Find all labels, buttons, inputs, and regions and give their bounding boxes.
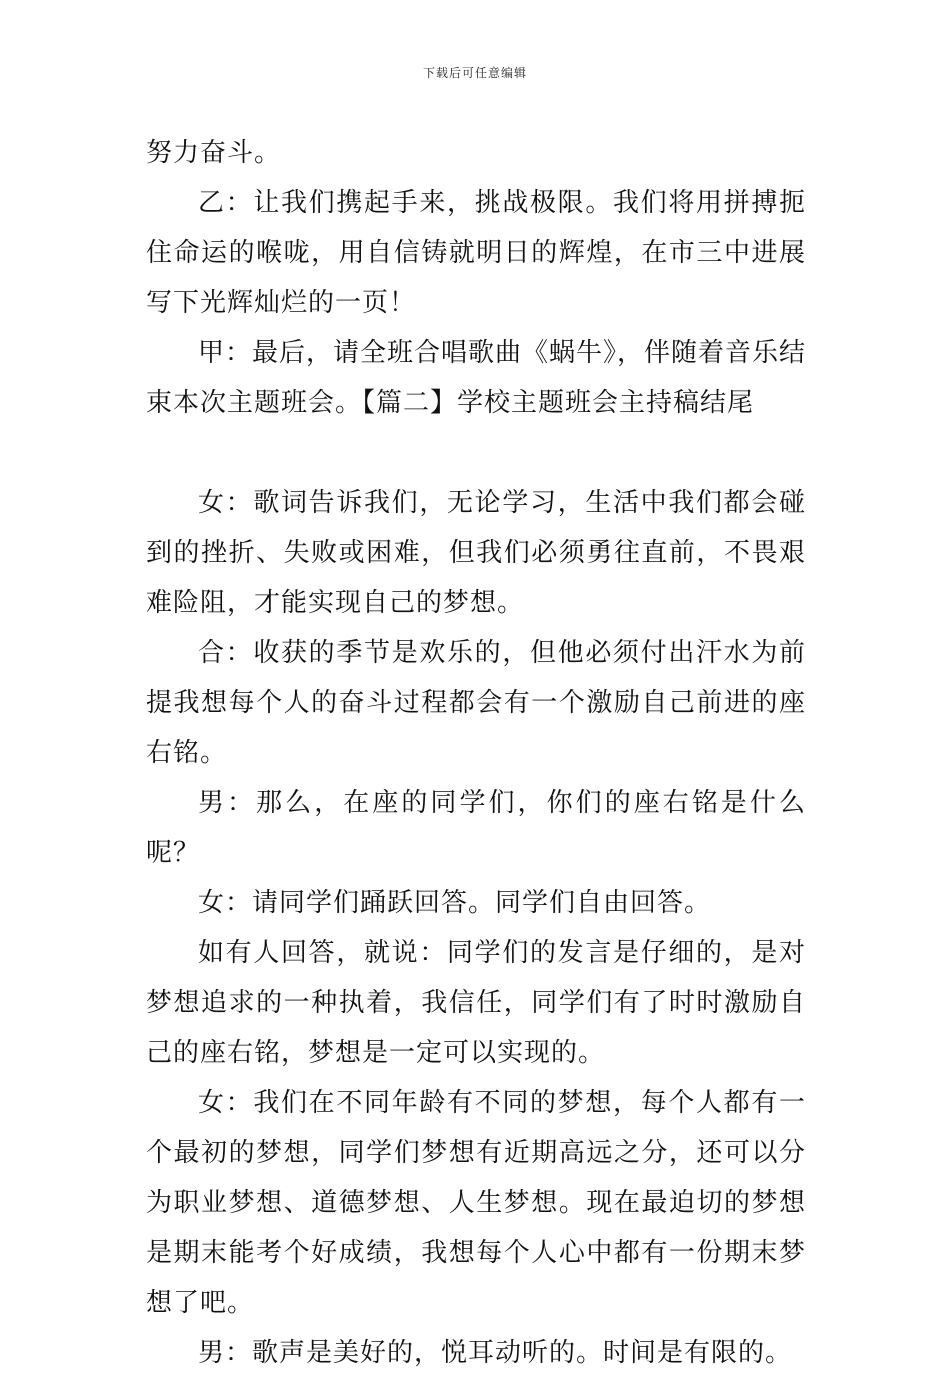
paragraph: 女：歌词告诉我们，无论学习，生活中我们都会碰到的挫折、失败或困难，但我们必须勇往直前，不畏艰难险阻，才能实现自己的梦想。	[146, 488, 806, 618]
paragraph-spacer	[146, 428, 806, 478]
paragraph: 甲：最后，请全班合唱歌曲《蜗牛》，伴随着音乐结束本次主题班会。【篇二】学校主题班会主持稿结尾	[146, 338, 807, 418]
paragraph: 努力奋斗。	[146, 138, 282, 168]
page-header: 下载后可任意编辑	[422, 66, 527, 80]
paragraph: 如有人回答，就说：同学们的发言是仔细的，是对梦想追求的一种执着，我信任，同学们有了时时激励自己的座右铭，梦想是一定可以实现的。	[146, 938, 806, 1068]
paragraph: 男：那么，在座的同学们，你们的座右铭是什么呢？	[146, 788, 806, 868]
paragraph: 男：歌声是美好的，悦耳动听的。时间是有限的。	[198, 1338, 793, 1368]
paragraph: 乙：让我们携起手来，挑战极限。我们将用拼搏扼住命运的喉咙，用自信铸就明日的辉煌，在市三中进展写下光辉灿烂的一页！	[146, 188, 806, 318]
paragraph: 女：我们在不同年龄有不同的梦想，每个人都有一个最初的梦想，同学们梦想有近期高远之分，还可以分为职业梦想、道德梦想、人生梦想。现在最迫切的梦想是期末能考个好成绩，我想每个人心中都有一份期末梦想了吧。	[146, 1088, 806, 1318]
paragraph: 合：收获的季节是欢乐的，但他必须付出汗水为前提我想每个人的奋斗过程都会有一个激励自己前进的座右铭。	[146, 638, 806, 768]
paragraph: 女：请同学们踊跃回答。同学们自由回答。	[198, 888, 712, 918]
document-body	[146, 128, 806, 1378]
